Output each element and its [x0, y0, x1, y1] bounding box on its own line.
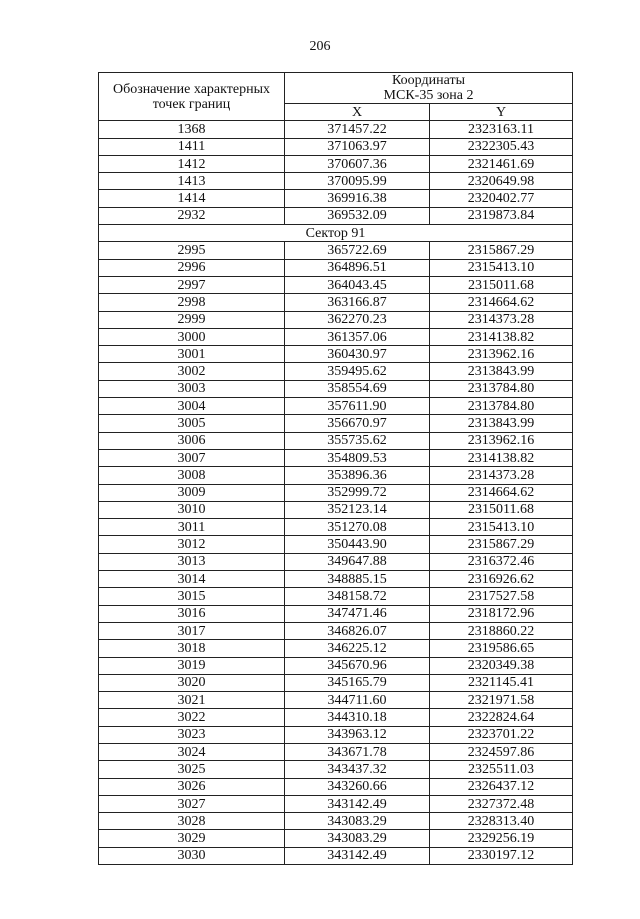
- point-id-cell: 3024: [99, 743, 285, 760]
- y-coordinate-cell: 2315413.10: [430, 519, 573, 536]
- x-coordinate-cell: 343083.29: [285, 813, 430, 830]
- x-coordinate-cell: 363166.87: [285, 294, 430, 311]
- x-coordinate-cell: 347471.46: [285, 605, 430, 622]
- table-row: [99, 328, 573, 345]
- table-row: [99, 501, 573, 518]
- table-row: [99, 242, 573, 259]
- x-coordinate-cell: 370095.99: [285, 173, 430, 190]
- point-id-cell: 3013: [99, 553, 285, 570]
- x-coordinate-cell: 344711.60: [285, 692, 430, 709]
- y-column-header: Y: [430, 104, 573, 121]
- y-coordinate-cell: 2315011.68: [430, 276, 573, 293]
- y-coordinate-cell: 2315413.10: [430, 259, 573, 276]
- point-id-cell: 3005: [99, 415, 285, 432]
- table-row: [99, 415, 573, 432]
- x-coordinate-cell: 353896.36: [285, 467, 430, 484]
- x-coordinate-cell: 364043.45: [285, 276, 430, 293]
- y-coordinate-cell: 2313843.99: [430, 415, 573, 432]
- table-row: [99, 553, 573, 570]
- rows-after-sector: [99, 242, 573, 865]
- point-id-cell: 3011: [99, 519, 285, 536]
- point-id-cell: 2997: [99, 276, 285, 293]
- table-row: [99, 363, 573, 380]
- y-coordinate-cell: 2319586.65: [430, 640, 573, 657]
- x-column-header: X: [285, 104, 430, 121]
- table-row: [99, 761, 573, 778]
- page-number: 206: [309, 39, 331, 54]
- rows-before-sector: [99, 121, 573, 225]
- table-row: [99, 484, 573, 501]
- x-coordinate-cell: 343963.12: [285, 726, 430, 743]
- table-row: [99, 276, 573, 293]
- y-coordinate-cell: 2315867.29: [430, 242, 573, 259]
- table-row: [99, 588, 573, 605]
- x-coordinate-cell: 351270.08: [285, 519, 430, 536]
- point-id-cell: 3006: [99, 432, 285, 449]
- point-id-cell: 2996: [99, 259, 285, 276]
- points-header-line2: точек границ: [152, 96, 231, 112]
- table-row: [99, 155, 573, 172]
- point-id-cell: 1368: [99, 121, 285, 138]
- point-id-cell: 3019: [99, 657, 285, 674]
- x-coordinate-cell: 350443.90: [285, 536, 430, 553]
- y-coordinate-cell: 2323701.22: [430, 726, 573, 743]
- x-coordinate-cell: 359495.62: [285, 363, 430, 380]
- point-id-cell: 2932: [99, 207, 285, 224]
- y-coordinate-cell: 2313784.80: [430, 398, 573, 415]
- table-row: [99, 432, 573, 449]
- point-id-cell: 3017: [99, 622, 285, 639]
- x-coordinate-cell: 365722.69: [285, 242, 430, 259]
- y-coordinate-cell: 2318172.96: [430, 605, 573, 622]
- y-coordinate-cell: 2320402.77: [430, 190, 573, 207]
- table-row: [99, 692, 573, 709]
- x-coordinate-cell: 346225.12: [285, 640, 430, 657]
- x-coordinate-cell: 348158.72: [285, 588, 430, 605]
- points-column-header: [99, 73, 285, 121]
- x-coordinate-cell: 369532.09: [285, 207, 430, 224]
- point-id-cell: 3000: [99, 328, 285, 345]
- x-coordinate-cell: 343671.78: [285, 743, 430, 760]
- y-coordinate-cell: 2316926.62: [430, 571, 573, 588]
- point-id-cell: 2995: [99, 242, 285, 259]
- point-id-cell: 3015: [99, 588, 285, 605]
- x-coordinate-cell: 343437.32: [285, 761, 430, 778]
- x-coordinate-cell: 346826.07: [285, 622, 430, 639]
- table-row: [99, 311, 573, 328]
- table-row: [99, 190, 573, 207]
- y-coordinate-cell: 2314664.62: [430, 294, 573, 311]
- x-coordinate-cell: 356670.97: [285, 415, 430, 432]
- table-row: [99, 536, 573, 553]
- y-coordinate-cell: 2327372.48: [430, 795, 573, 812]
- x-coordinate-cell: 355735.62: [285, 432, 430, 449]
- point-id-cell: 3007: [99, 449, 285, 466]
- y-coordinate-cell: 2315011.68: [430, 501, 573, 518]
- y-coordinate-cell: 2314138.82: [430, 449, 573, 466]
- table-row: [99, 640, 573, 657]
- point-id-cell: 3014: [99, 571, 285, 588]
- y-coordinate-cell: 2321145.41: [430, 674, 573, 691]
- x-coordinate-cell: 358554.69: [285, 380, 430, 397]
- coordinates-table: [98, 72, 573, 865]
- sector-label: Сектор 91: [99, 225, 573, 242]
- table-row: [99, 743, 573, 760]
- table-row: [99, 657, 573, 674]
- point-id-cell: 1413: [99, 173, 285, 190]
- table-row: [99, 449, 573, 466]
- point-id-cell: 1412: [99, 155, 285, 172]
- table-row: [99, 726, 573, 743]
- point-id-cell: 1411: [99, 138, 285, 155]
- x-coordinate-cell: 371063.97: [285, 138, 430, 155]
- table-row: [99, 795, 573, 812]
- x-coordinate-cell: 343083.29: [285, 830, 430, 847]
- point-id-cell: 3027: [99, 795, 285, 812]
- coords-header-line1: Координаты: [392, 73, 465, 88]
- coords-header-line2: МСК-35 зона 2: [383, 88, 474, 103]
- table-row: [99, 830, 573, 847]
- table-row: [99, 173, 573, 190]
- table-row: [99, 709, 573, 726]
- point-id-cell: 3009: [99, 484, 285, 501]
- point-id-cell: 3021: [99, 692, 285, 709]
- point-id-cell: 3016: [99, 605, 285, 622]
- x-coordinate-cell: 344310.18: [285, 709, 430, 726]
- x-coordinate-cell: 371457.22: [285, 121, 430, 138]
- y-coordinate-cell: 2319873.84: [430, 207, 573, 224]
- table-row: [99, 778, 573, 795]
- table-row: [99, 380, 573, 397]
- point-id-cell: 3022: [99, 709, 285, 726]
- table-row: [99, 605, 573, 622]
- y-coordinate-cell: 2322305.43: [430, 138, 573, 155]
- y-coordinate-cell: 2329256.19: [430, 830, 573, 847]
- y-coordinate-cell: 2314664.62: [430, 484, 573, 501]
- y-coordinate-cell: 2325511.03: [430, 761, 573, 778]
- sector-row-group: [99, 225, 573, 242]
- table-row: [99, 294, 573, 311]
- point-id-cell: 3003: [99, 380, 285, 397]
- x-coordinate-cell: 357611.90: [285, 398, 430, 415]
- x-coordinate-cell: 360430.97: [285, 346, 430, 363]
- x-coordinate-cell: 364896.51: [285, 259, 430, 276]
- point-id-cell: 3008: [99, 467, 285, 484]
- sector-row: [99, 225, 573, 242]
- table-row: [99, 467, 573, 484]
- y-coordinate-cell: 2315867.29: [430, 536, 573, 553]
- x-coordinate-cell: 345165.79: [285, 674, 430, 691]
- point-id-cell: 3028: [99, 813, 285, 830]
- table-row: [99, 398, 573, 415]
- table-row: [99, 847, 573, 864]
- table-row: [99, 519, 573, 536]
- y-coordinate-cell: 2317527.58: [430, 588, 573, 605]
- table-row: [99, 571, 573, 588]
- table-row: [99, 346, 573, 363]
- y-coordinate-cell: 2314138.82: [430, 328, 573, 345]
- y-coordinate-cell: 2323163.11: [430, 121, 573, 138]
- point-id-cell: 3026: [99, 778, 285, 795]
- y-coordinate-cell: 2330197.12: [430, 847, 573, 864]
- y-coordinate-cell: 2320649.98: [430, 173, 573, 190]
- x-coordinate-cell: 343142.49: [285, 795, 430, 812]
- x-coordinate-cell: 362270.23: [285, 311, 430, 328]
- points-header-line1: Обозначение характерных: [113, 81, 270, 97]
- y-coordinate-cell: 2313962.16: [430, 346, 573, 363]
- y-coordinate-cell: 2314373.28: [430, 311, 573, 328]
- table-row: [99, 259, 573, 276]
- y-coordinate-cell: 2318860.22: [430, 622, 573, 639]
- y-coordinate-cell: 2314373.28: [430, 467, 573, 484]
- x-coordinate-cell: 343260.66: [285, 778, 430, 795]
- x-coordinate-cell: 369916.38: [285, 190, 430, 207]
- table-row: [99, 622, 573, 639]
- x-coordinate-cell: 361357.06: [285, 328, 430, 345]
- point-id-cell: 3004: [99, 398, 285, 415]
- point-id-cell: 3020: [99, 674, 285, 691]
- table-row: [99, 674, 573, 691]
- x-coordinate-cell: 352123.14: [285, 501, 430, 518]
- x-coordinate-cell: 370607.36: [285, 155, 430, 172]
- point-id-cell: 3030: [99, 847, 285, 864]
- y-coordinate-cell: 2320349.38: [430, 657, 573, 674]
- table-row: [99, 138, 573, 155]
- table-row: [99, 813, 573, 830]
- y-coordinate-cell: 2324597.86: [430, 743, 573, 760]
- x-coordinate-cell: 345670.96: [285, 657, 430, 674]
- table-row: [99, 121, 573, 138]
- table-header: [99, 73, 573, 121]
- point-id-cell: 2999: [99, 311, 285, 328]
- x-coordinate-cell: 349647.88: [285, 553, 430, 570]
- point-id-cell: 3018: [99, 640, 285, 657]
- x-coordinate-cell: 343142.49: [285, 847, 430, 864]
- coordinates-column-header: [285, 73, 573, 104]
- y-coordinate-cell: 2328313.40: [430, 813, 573, 830]
- x-coordinate-cell: 348885.15: [285, 571, 430, 588]
- y-coordinate-cell: 2313843.99: [430, 363, 573, 380]
- y-coordinate-cell: 2326437.12: [430, 778, 573, 795]
- table-row: [99, 207, 573, 224]
- y-coordinate-cell: 2321461.69: [430, 155, 573, 172]
- point-id-cell: 1414: [99, 190, 285, 207]
- point-id-cell: 2998: [99, 294, 285, 311]
- y-coordinate-cell: 2313784.80: [430, 380, 573, 397]
- point-id-cell: 3002: [99, 363, 285, 380]
- x-coordinate-cell: 354809.53: [285, 449, 430, 466]
- point-id-cell: 3012: [99, 536, 285, 553]
- x-coordinate-cell: 352999.72: [285, 484, 430, 501]
- y-coordinate-cell: 2322824.64: [430, 709, 573, 726]
- y-coordinate-cell: 2313962.16: [430, 432, 573, 449]
- point-id-cell: 3001: [99, 346, 285, 363]
- point-id-cell: 3023: [99, 726, 285, 743]
- y-coordinate-cell: 2321971.58: [430, 692, 573, 709]
- y-coordinate-cell: 2316372.46: [430, 553, 573, 570]
- point-id-cell: 3010: [99, 501, 285, 518]
- point-id-cell: 3029: [99, 830, 285, 847]
- point-id-cell: 3025: [99, 761, 285, 778]
